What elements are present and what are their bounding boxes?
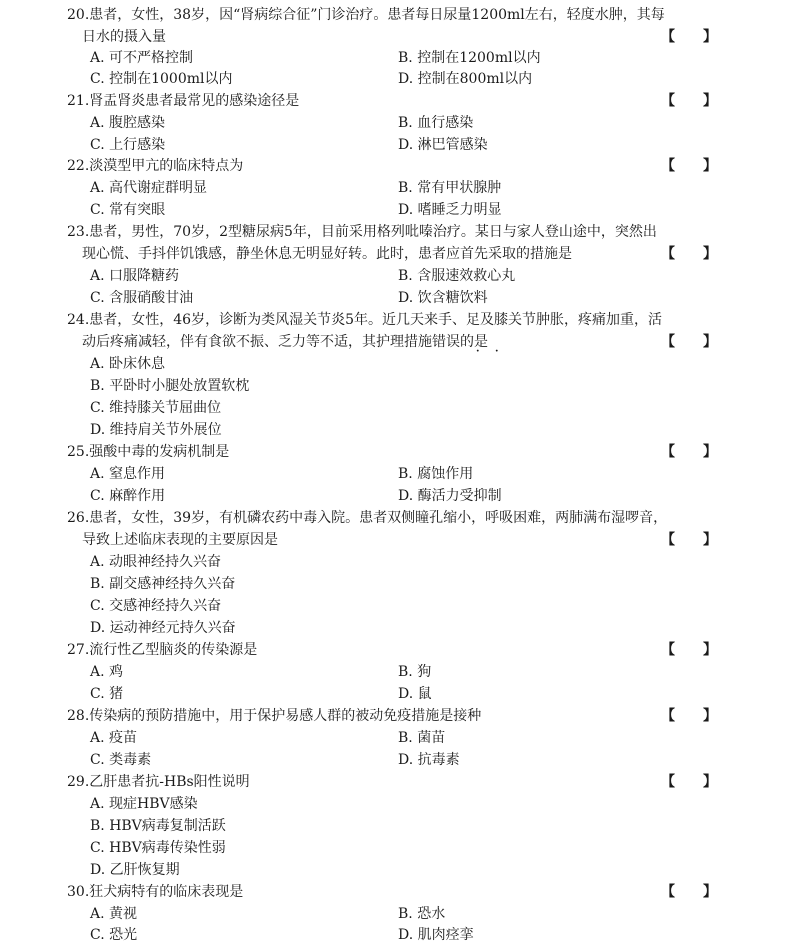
question-30-options-row-2 [0,924,802,946]
question-stem-text: 24.患者，女性，46岁，诊断为类风湿关节炎5年。近几天来手、足及膝关节肿胀，疼痛加重，活 [67,312,662,328]
option-b: B. 菌苗 [398,730,446,746]
question-29-option-d [0,859,802,881]
answer-bracket[interactable]: 【 】 [661,334,717,350]
question-26-stem-line-1 [0,507,802,529]
answer-bracket[interactable]: 【 】 [661,884,717,900]
option-d: D. 淋巴管感染 [398,137,488,153]
option-c: C. 控制在1000ml以内 [90,71,233,87]
option-a: A. 口服降糖药 [90,268,180,284]
option-d: D. 运动神经元持久兴奋 [90,620,236,636]
option-d: D. 饮含糖饮料 [398,290,488,306]
question-28-stem [0,705,802,727]
option-b: B. 恐水 [398,906,446,922]
answer-bracket[interactable]: 【 】 [661,246,717,262]
question-20-stem-line-2 [0,26,802,48]
option-d: D. 肌肉痉挛 [398,927,474,943]
question-stem-text: 23.患者，男性，70岁，2型糖尿病5年，目前采用格列吡嗪治疗。某日与家人登山途中，突然出 [67,224,657,240]
question-20-stem-line-1 [0,4,802,26]
option-d: D. 乙肝恢复期 [90,862,180,878]
question-stem-text: 27.流行性乙型脑炎的传染源是 [67,642,258,658]
option-d: D. 鼠 [398,686,432,702]
question-25-stem [0,441,802,463]
question-21-stem [0,90,802,112]
answer-bracket[interactable]: 【 】 [661,93,717,109]
question-21-options-row-1 [0,112,802,134]
option-c: C. 类毒素 [90,752,152,768]
question-23-options-row-2 [0,287,802,309]
question-stem-text: 20.患者，女性，38岁，因“肾病综合征”门诊治疗。患者每日尿量1200ml左右，轻度水肿，其每 [67,7,665,23]
option-c: C. 麻醉作用 [90,488,166,504]
option-b: B. 副交感神经持久兴奋 [90,576,236,592]
answer-bracket[interactable]: 【 】 [661,774,717,790]
option-c: C. 猪 [90,686,124,702]
answer-bracket[interactable]: 【 】 [661,642,717,658]
question-25-options-row-2 [0,485,802,507]
question-25-options-row-1 [0,463,802,485]
option-c: C. 恐光 [90,927,138,943]
question-26-option-b [0,573,802,595]
option-a: A. 卧床休息 [90,356,166,372]
question-29-option-a [0,793,802,815]
option-c: C. 上行感染 [90,137,166,153]
question-stem-text: 日水的摄入量 [82,29,166,45]
question-29-option-c [0,837,802,859]
answer-bracket[interactable]: 【 】 [661,532,717,548]
question-stem-text: 28.传染病的预防措施中，用于保护易感人群的被动免疫措施是接种 [67,708,482,724]
option-c: C. 常有突眼 [90,202,166,218]
question-29-option-b [0,815,802,837]
option-d: D. 酶活力受抑制 [398,488,502,504]
option-b: B. 狗 [398,664,432,680]
question-28-options-row-1 [0,727,802,749]
question-stem-text: 29.乙肝患者抗-HBs阳性说明 [67,774,250,790]
question-22-options-row-1 [0,177,802,199]
question-stem-text: 21.肾盂肾炎患者最常见的感染途径是 [67,93,300,109]
question-24-option-d [0,419,802,441]
question-27-options-row-2 [0,683,802,705]
option-a: A. 疫苗 [90,730,138,746]
question-26-option-d [0,617,802,639]
question-22-stem [0,155,802,177]
question-24-stem-line-1 [0,309,802,331]
answer-bracket[interactable]: 【 】 [661,708,717,724]
question-21-options-row-2 [0,134,802,156]
option-c: C. HBV病毒传染性弱 [90,840,226,856]
question-23-stem-line-2 [0,243,802,265]
option-b: B. 控制在1200ml以内 [398,50,541,66]
question-28-options-row-2 [0,749,802,771]
question-stem-text: 26.患者，女性，39岁，有机磷农药中毒入院。患者双侧瞳孔缩小，呼吸困难，两肺满布湿啰音， [67,510,668,526]
option-c: C. 交感神经持久兴奋 [90,598,222,614]
option-d: D. 抗毒素 [398,752,460,768]
question-20-options-row-2 [0,68,802,90]
question-20-options-row-1 [0,47,802,69]
question-24-option-b [0,375,802,397]
option-a: A. 腹腔感染 [90,115,166,131]
question-stem-text: 25.强酸中毒的发病机制是 [67,444,230,460]
question-stem-text: 30.狂犬病特有的临床表现是 [67,884,244,900]
question-stem-text: 导致上述临床表现的主要原因是 [82,532,278,548]
answer-bracket[interactable]: 【 】 [661,158,717,174]
option-a: A. 黄视 [90,906,138,922]
option-a: A. 窒息作用 [90,466,166,482]
question-29-stem [0,771,802,793]
option-d: D. 控制在800ml以内 [398,71,533,87]
question-26-stem-line-2 [0,529,802,551]
answer-bracket[interactable]: 【 】 [661,444,717,460]
option-b: B. 血行感染 [398,115,474,131]
option-b: B. 常有甲状腺肿 [398,180,502,196]
question-30-stem [0,881,802,903]
option-a: A. 可不严格控制 [90,50,194,66]
option-b: B. HBV病毒复制活跃 [90,818,226,834]
question-26-option-c [0,595,802,617]
option-b: B. 平卧时小腿处放置软枕 [90,378,250,394]
question-27-stem [0,639,802,661]
question-30-options-row-1 [0,903,802,925]
question-24-option-c [0,397,802,419]
question-24-option-a [0,353,802,375]
option-b: B. 含服速效救心丸 [398,268,516,284]
question-stem-text: 现心慌、手抖伴饥饿感，静坐休息无明显好转。此时，患者应首先采取的措施是 [82,246,572,262]
question-26-option-a [0,551,802,573]
question-24-stem-line-2 [0,331,802,357]
question-stem-text: 动后疼痛减轻，伴有食欲不振、乏力等不适，其护理措施错误的是 [82,334,488,350]
emphasis-dots: · · [476,346,505,357]
question-23-options-row-1 [0,265,802,287]
question-23-stem-line-1 [0,221,802,243]
option-a: A. 动眼神经持久兴奋 [90,554,222,570]
question-22-options-row-2 [0,199,802,221]
option-a: A. 鸡 [90,664,124,680]
option-c: C. 含服硝酸甘油 [90,290,194,306]
option-a: A. 高代谢症群明显 [90,180,208,196]
question-27-options-row-1 [0,661,802,683]
option-d: D. 嗜睡乏力明显 [398,202,502,218]
option-c: C. 维持膝关节屈曲位 [90,400,222,416]
answer-bracket[interactable]: 【 】 [661,29,717,45]
option-d: D. 维持肩关节外展位 [90,422,222,438]
option-b: B. 腐蚀作用 [398,466,474,482]
question-stem-text: 22.淡漠型甲亢的临床特点为 [67,158,244,174]
option-a: A. 现症HBV感染 [90,796,198,812]
